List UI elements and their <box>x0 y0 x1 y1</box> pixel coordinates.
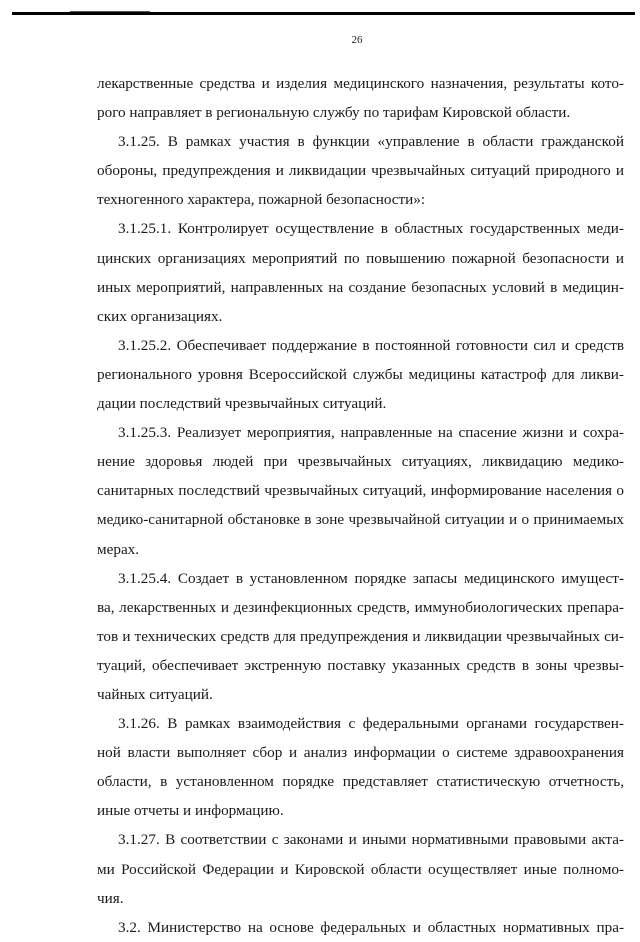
text-line: иные отчеты и информацию. <box>97 802 284 820</box>
text-line: чия. <box>97 889 124 907</box>
text-line: мерах. <box>97 540 140 558</box>
paragraph-3-2-first-line: 3.2. Министерство на основе федеральных и областных нормативных пра- <box>118 918 624 936</box>
page-number: 26 <box>351 34 363 46</box>
header-rule-artifact <box>70 11 150 12</box>
text-line: тов и технических средств для предупреждения и ликвидации чрезвычайных си- <box>97 627 624 645</box>
paragraph-3-1-25-2-first-line: 3.1.25.2. Обеспечивает поддержание в постоянной готовности сил и средств <box>118 336 624 354</box>
paragraph-3-1-26-first-line: 3.1.26. В рамках взаимодействия с федеральными органами государствен- <box>118 715 624 733</box>
paragraph-3-1-25-3-first-line: 3.1.25.3. Реализует мероприятия, направленные на спасение жизни и сохра- <box>118 424 624 442</box>
text-line: рого направляет в региональную службу по тарифам Кировской области. <box>97 104 571 122</box>
text-line: иных мероприятий, направленных на создание безопасных условий в медицин- <box>97 278 624 296</box>
text-line: медико-санитарной обстановке в зоне чрезвычайной ситуации и о принимаемых <box>97 511 624 529</box>
text-line: лекарственные средства и изделия медицинского назначения, результаты кото- <box>97 75 624 92</box>
text-line: туаций, обеспечивает экстренную поставку указанных средств в зоны чрезвы- <box>97 656 624 674</box>
text-line: ских организациях. <box>97 307 223 325</box>
text-line: чайных ситуаций. <box>97 685 213 703</box>
paragraph-3-1-25-first-line: 3.1.25. В рамках участия в функции «управление в области гражданской <box>118 133 624 151</box>
text-line: нение здоровья людей при чрезвычайных ситуациях, ликвидацию медико- <box>97 453 624 471</box>
document-body <box>97 69 624 942</box>
text-line: дации последствий чрезвычайных ситуаций. <box>97 395 387 413</box>
text-line: цинских организациях мероприятий по повышению пожарной безопасности и <box>97 249 624 267</box>
text-line: ва, лекарственных и дезинфекционных средств, иммунобиологических препара- <box>97 598 624 616</box>
text-line: ной власти выполняет сбор и анализ информации о системе здравоохранения <box>97 744 624 762</box>
text-line: техногенного характера, пожарной безопасности»: <box>97 191 426 209</box>
paragraph-3-1-25-4-first-line: 3.1.25.4. Создает в установленном порядке запасы медицинского имущест- <box>118 569 624 587</box>
text-line: области, в установленном порядке представляет статистическую отчетность, <box>97 773 624 791</box>
paragraph-3-1-25-1-first-line: 3.1.25.1. Контролирует осуществление в областных государственных меди- <box>118 220 624 238</box>
text-line: ми Российской Федерации и Кировской области осуществляет иные полномо- <box>97 860 624 878</box>
text-line: регионального уровня Всероссийской службы медицины катастроф для ликви- <box>97 365 624 383</box>
paragraph-3-1-27-first-line: 3.1.27. В соответствии с законами и иными нормативными правовыми акта- <box>118 831 624 849</box>
text-line: санитарных последствий чрезвычайных ситуаций, информирование населения о <box>97 482 624 500</box>
text-line: обороны, предупреждения и ликвидации чрезвычайных ситуаций природного и <box>97 162 624 180</box>
header-rule <box>12 12 635 15</box>
